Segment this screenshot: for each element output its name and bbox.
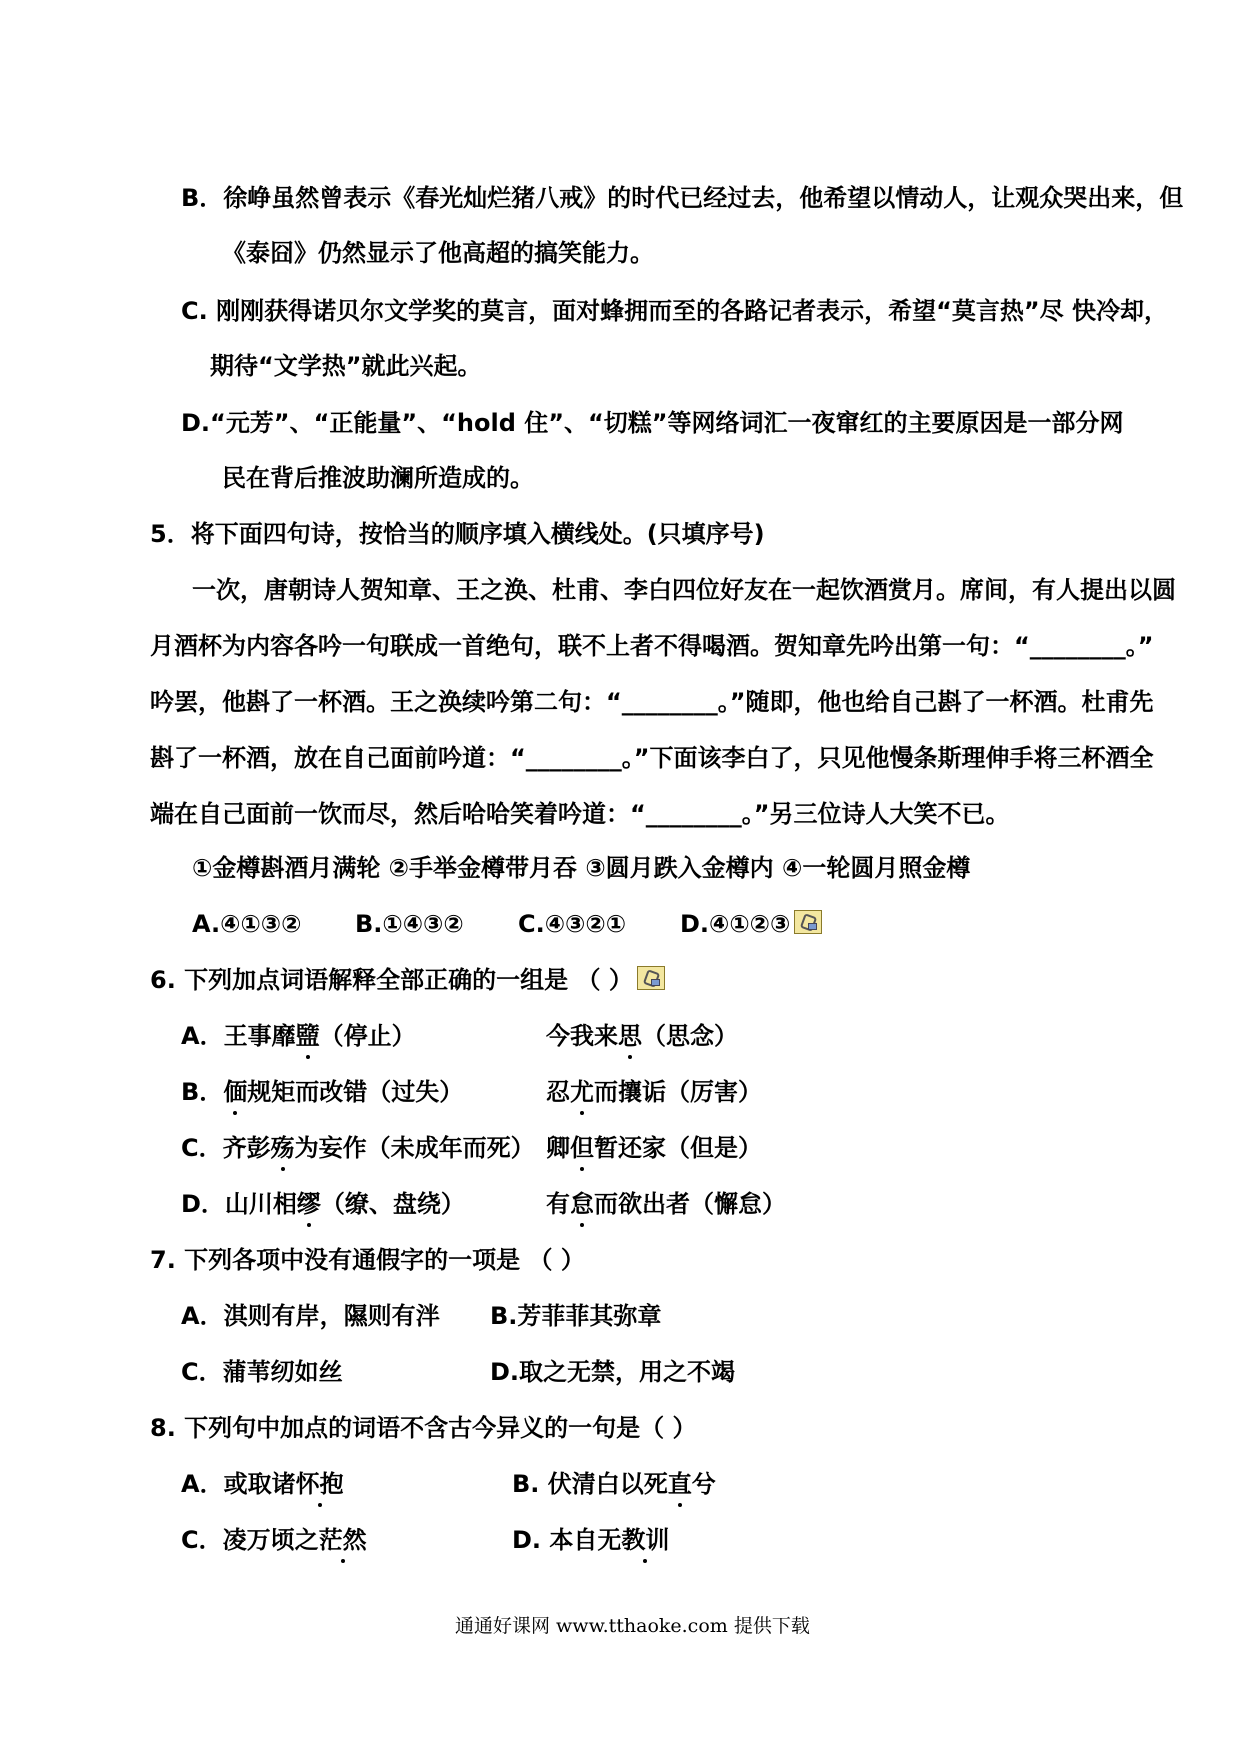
dotted-word: 但 (570, 1134, 594, 1162)
paperclip-scroll-icon (637, 966, 665, 990)
text: 卿 (546, 1134, 570, 1162)
dotted-word: 教训 (621, 1526, 670, 1554)
q6-option-c-right (546, 1132, 762, 1164)
q8-option-d (512, 1524, 669, 1556)
q6-stem: 6. 下列加点词语解释全部正确的一组是 （ ） (150, 966, 633, 994)
dotted-word: 直 (667, 1470, 692, 1498)
q4-option-d-line1: D.“元芳”、“正能量”、“hold 住”、“切糕”等网络词汇一夜窜红的主要原因是一部分网 (181, 409, 1124, 437)
q5-passage-line: 吟罢，他斟了一杯酒。王之涣续吟第二句：“________。”随即，他也给自己斟了一杯酒。杜甫先 (150, 688, 1154, 716)
q6-option-a-right (546, 1020, 738, 1052)
q7-option-b: B.芳菲菲其弥章 (490, 1302, 662, 1330)
dotted-word: 怠 (570, 1190, 594, 1218)
text: C．齐彭 (181, 1134, 271, 1162)
q5-option-a: A.④①③② (192, 910, 302, 938)
q5-passage-line: 月酒杯为内容各吟一句联成一首绝句，联不上者不得喝酒。贺知章先吟出第一句：“________。” (150, 632, 1154, 660)
text: C．凌万顷之 (181, 1526, 319, 1554)
q5-stem: 5．将下面四句诗，按恰当的顺序填入横线处。(只填序号) (150, 520, 765, 548)
dotted-word: 缪 (296, 1190, 321, 1218)
dotted-word: 思 (618, 1022, 642, 1050)
q7-option-c: C．蒲苇纫如丝 (181, 1358, 343, 1386)
q8-option-b (512, 1468, 716, 1500)
text: A．王事靡 (181, 1022, 296, 1050)
text: （缭、盘绕） (320, 1190, 465, 1218)
q4-option-b-line1: B．徐峥虽然曾表示《春光灿烂猪八戒》的时代已经过去，他希望以情动人，让观众哭出来，但 (181, 184, 1184, 212)
q8-option-a (181, 1468, 344, 1500)
q5-passage-line: 端在自己面前一饮而尽，然后哈哈笑着吟道：“________。”另三位诗人大笑不已。 (150, 800, 1010, 828)
text: （停止） (319, 1022, 416, 1050)
q5-option-b: B.①④③② (355, 910, 464, 938)
q6-option-b-right (546, 1076, 762, 1108)
dotted-word: 怀抱 (295, 1470, 344, 1498)
text: 而攘诟（厉害） (594, 1078, 762, 1106)
page-footer: 通通好课网 www.tthaoke.com 提供下载 (455, 1615, 810, 1637)
q4-option-b-line2: 《泰囧》仍然显示了他高超的搞笑能力。 (222, 239, 654, 267)
q5-option-d-label: D.④①②③ (680, 910, 791, 938)
q6-option-a-left (181, 1020, 416, 1052)
paperclip-scroll-icon (794, 910, 822, 934)
q6-option-c-left (181, 1132, 535, 1164)
dotted-word: 尤 (570, 1078, 594, 1106)
q5-poem-lines: ①金樽斟酒月满轮 ②手举金樽带月吞 ③圆月跌入金樽内 ④一轮圆月照金樽 (192, 854, 971, 882)
q4-option-d-line2: 民在背后推波助澜所造成的。 (222, 464, 534, 492)
q6-option-d-right (546, 1188, 786, 1220)
q4-option-c-line2: 期待“文学热”就此兴起。 (210, 352, 482, 380)
q8-stem: 8. 下列句中加点的词语不含古今异义的一句是（ ） (150, 1414, 697, 1442)
q6-option-d-left (181, 1188, 465, 1220)
option-label: B． (181, 1078, 224, 1106)
text: 兮 (691, 1470, 716, 1498)
q5-passage-line: 一次，唐朝诗人贺知章、王之涣、杜甫、李白四位好友在一起饮酒赏月。席间，有人提出以圆 (192, 576, 1176, 604)
q6-option-b-left (181, 1076, 463, 1108)
text: 有 (546, 1190, 570, 1218)
q8-option-c (181, 1524, 367, 1556)
dotted-word: 茫然 (318, 1526, 367, 1554)
q7-option-a: A．淇则有岸，隰则有泮 (181, 1302, 440, 1330)
text: D. 本自无 (512, 1526, 622, 1554)
text: D．山川相 (181, 1190, 297, 1218)
q7-option-d: D.取之无禁，用之不竭 (490, 1358, 736, 1386)
text: B. 伏清白以死 (512, 1470, 668, 1498)
dotted-word: 偭 (223, 1078, 248, 1106)
q5-option-d (680, 908, 822, 940)
text: 暂还家（但是） (594, 1134, 762, 1162)
text: 为妄作（未成年而死） (294, 1134, 535, 1162)
dotted-word: 殇 (270, 1134, 295, 1162)
text: 今我来 (546, 1022, 618, 1050)
q5-option-c: C.④③②① (518, 910, 627, 938)
text: 而欲出者（懈怠） (594, 1190, 786, 1218)
text: 忍 (546, 1078, 570, 1106)
text: 规矩而改错（过失） (247, 1078, 464, 1106)
dotted-word: 盬 (295, 1022, 320, 1050)
text: A．或取诸 (181, 1470, 296, 1498)
q4-option-c-line1: C. 刚刚获得诺贝尔文学奖的莫言，面对蜂拥而至的各路记者表示，希望“莫言热”尽 快冷却， (181, 297, 1168, 325)
q5-passage-line: 斟了一杯酒，放在自己面前吟道：“________。”下面该李白了，只见他慢条斯理伸手将三杯酒全 (150, 744, 1154, 772)
q7-stem: 7. 下列各项中没有通假字的一项是 （ ） (150, 1246, 585, 1274)
text: （思念） (642, 1022, 738, 1050)
q6-stem-row (150, 964, 665, 996)
